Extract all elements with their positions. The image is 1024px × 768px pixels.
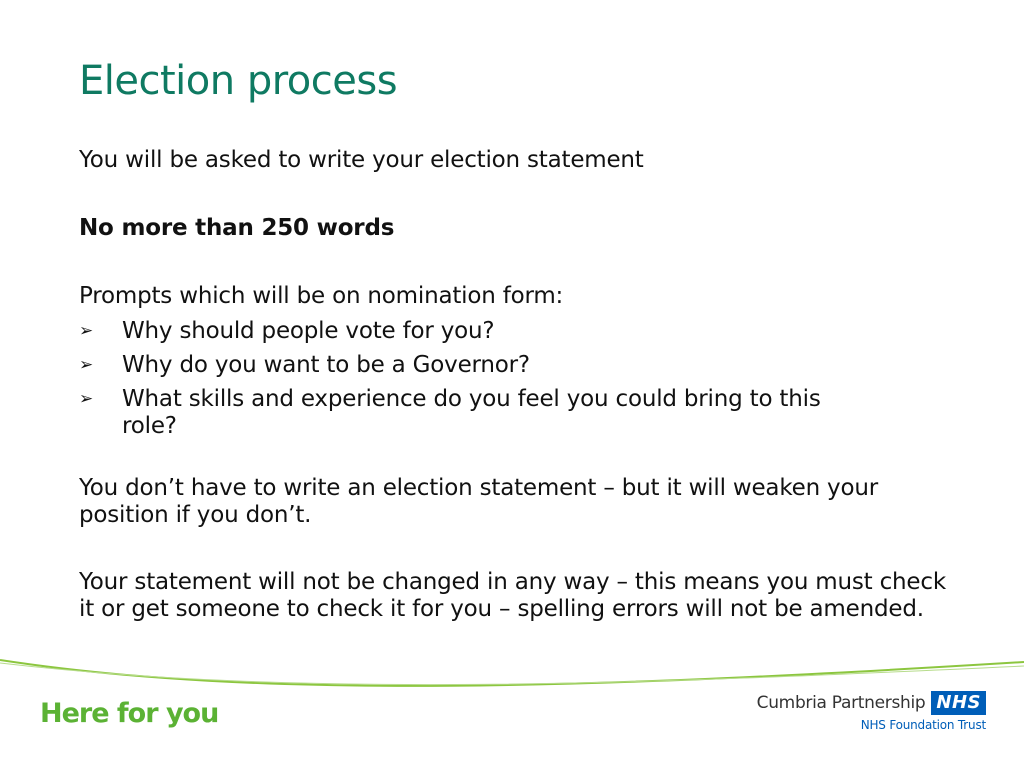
- list-item: [79, 352, 959, 379]
- list-item-text: What skills and experience do you feel you could bring to this role?: [122, 386, 821, 439]
- logo-row: [757, 691, 986, 715]
- prompts-list: [79, 318, 959, 440]
- tagline: Here for you: [40, 698, 219, 729]
- optional-note: You don’t have to write an election statement – but it will weaken your position if you don’t.: [79, 475, 878, 528]
- list-item-text: Why should people vote for you?: [122, 318, 495, 344]
- list-item: [79, 318, 959, 345]
- word-limit: No more than 250 words: [79, 215, 395, 241]
- organisation-name: Cumbria Partnership: [756, 693, 926, 713]
- arrow-bullet-icon: ➢: [79, 321, 94, 341]
- slide-body: [79, 147, 959, 623]
- nhs-trust-logo: [757, 691, 986, 732]
- unchanged-note: Your statement will not be changed in any way – this means you must check it or get someone to check it for you – spelling errors will not be amended.: [79, 569, 946, 622]
- swoosh-line: [0, 663, 1024, 685]
- list-item: [79, 386, 959, 440]
- nhs-badge: NHS: [931, 691, 986, 715]
- arrow-bullet-icon: ➢: [79, 389, 94, 409]
- arrow-bullet-icon: ➢: [79, 355, 94, 375]
- list-item-text: Why do you want to be a Governor?: [122, 352, 530, 378]
- slide-title: Election process: [79, 58, 398, 104]
- statement-intro: You will be asked to write your election statement: [79, 147, 644, 173]
- prompts-label: Prompts which will be on nomination form:: [79, 283, 564, 309]
- trust-type: NHS Foundation Trust: [860, 718, 986, 732]
